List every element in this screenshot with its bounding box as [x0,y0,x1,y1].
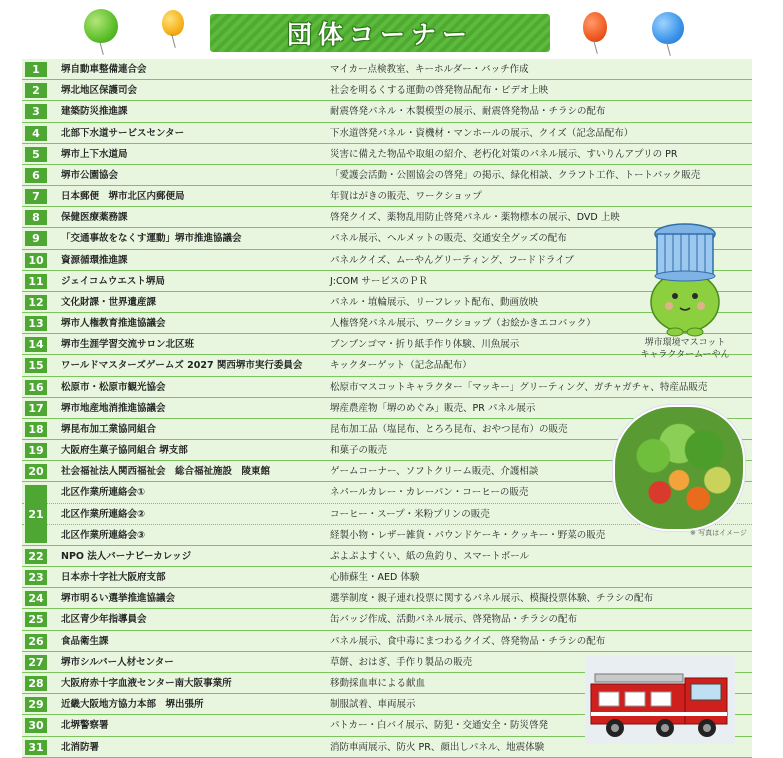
row-number: 25 [25,612,47,627]
table-row [22,631,752,652]
row-number: 20 [25,464,47,479]
organization-name: 建築防災推進課 [61,106,128,118]
table-row [22,186,752,207]
fire-truck-illustration [585,656,735,744]
table-row [22,123,752,144]
page-title: 団体コーナー [286,20,473,49]
organization-name: ワールドマスターズゲームズ 2027 関西堺市実行委員会 [61,360,303,372]
row-number: 31 [25,740,47,755]
organization-name: 北区青少年指導員会 [61,614,147,626]
row-number: 26 [25,634,47,649]
organization-name: 堺市生涯学習交流サロン北区班 [61,339,195,351]
table-row [22,59,752,80]
activity-description: マイカー点検教室、キーホルダー・バッチ作成 [330,64,529,75]
table-row [22,80,752,101]
table-row [22,101,752,122]
row-number: 23 [25,570,47,585]
activity-description: コーヒー・スープ・米粉プリンの販売 [330,508,490,520]
organization-name: 「交通事故をなくす運動」堺市推進協議会 [61,233,242,245]
activity-description: 草餅、おはぎ、手作り製品の販売 [330,656,473,668]
row-number: 14 [25,337,47,352]
activity-description: 年賀はがきの販売、ワークショップ [330,191,482,203]
activity-description: 経製小物・レザー雑貨・パウンドケーキ・クッキー・野菜の販売 [330,529,606,541]
activity-description: 選挙制度・親子連れ投票に関するパネル展示、模擬投票体験、チラシの配布 [330,593,654,605]
activity-description: 「愛護会活動・公園協会の啓発」の掲示、緑化相談、クラフト工作、トートバック販売 [330,169,701,181]
organization-name: 堺市公園協会 [61,169,119,181]
green-balloon-icon [84,9,118,43]
table-row [22,609,752,630]
activity-description: J:COM サービスのＰＲ [330,275,428,287]
activity-description: パネルクイズ、ムーやんグリーティング、フードドライブ [330,254,574,266]
table-row [22,144,752,165]
row-number: 27 [25,655,47,670]
organization-name: 近畿大阪地方協力本部 堺出張所 [61,699,204,711]
blue-balloon-icon [652,12,684,44]
organization-name: 松原市・松原市観光協会 [61,381,166,393]
row-number: 24 [25,591,47,606]
activity-description: パネル展示、食中毒にまつわるクイズ、啓発物品・チラシの配布 [330,635,606,647]
organization-name: NPO 法人バーナビーカレッジ [61,550,192,562]
activity-description: 制服試着、車両展示 [330,699,416,711]
row-number: 29 [25,697,47,712]
mascot-caption-line2: キャラクタームーやん [640,350,730,360]
organization-name: 保健医療薬務課 [61,212,128,224]
row-number: 30 [25,718,47,733]
organization-name: 堺北地区保護司会 [61,85,138,97]
row-number: 16 [25,380,47,395]
activity-description: ブンブンゴマ・折り紙手作り体験、川魚展示 [330,339,520,351]
organization-table [22,59,752,758]
organization-name: 堺市地産地消推進協議会 [61,402,166,414]
header [0,0,783,60]
mascot-caption-line1: 堺市環境マスコット [644,338,726,348]
activity-description: 昆布加工品（塩昆布、とろろ昆布、おやつ昆布）の販売 [330,423,568,435]
activity-description: ゲームコーナー、ソフトクリーム販売、介護相談 [330,466,539,478]
organization-name: 北区作業所連絡会② [61,508,146,520]
title-banner [210,14,550,52]
organization-name: 大阪府生菓子協同組合 堺支部 [61,445,188,457]
activity-description: パトカー・白バイ展示、防犯・交通安全・防災啓発 [330,720,549,732]
activity-description: 松原市マスコットキャラクター「マッキー」グリーティング、ガチャガチャ、特産品販売 [330,381,708,393]
row-number: 3 [25,104,47,119]
organization-name: 文化財課・世界遺産課 [61,296,157,308]
organization-name: 堺昆布加工業協同組合 [61,423,157,435]
activity-description: 和菓子の販売 [330,445,388,457]
activity-description: 災害に備えた物品や取組の紹介、老朽化対策のパネル展示、すいりんアプリの PR [330,148,678,160]
activity-description: 耐震啓発パネル・木製模型の展示、耐震啓発物品・チラシの配布 [330,106,606,118]
row-number: 13 [25,316,47,331]
organization-name: 堺市明るい選挙推進協議会 [61,593,176,605]
row-number: 5 [25,147,47,162]
table-row [22,377,752,398]
row-number: 17 [25,401,47,416]
activity-description: 消防車両展示、防火 PR、顔出しパネル、地震体験 [330,741,545,753]
organization-name: 日本赤十字社大阪府支部 [61,572,166,584]
activity-description: ぷよぷよすくい、紙の魚釣り、スマートボール [330,550,530,562]
mascot-caption [620,337,750,361]
activity-description: 移動採血車による献血 [330,677,426,689]
organization-name: 堺自動車整備連合会 [61,64,147,75]
row-number: 18 [25,422,47,437]
activity-description: 社会を明るくする運動の啓発物品配布・ビデオ上映 [330,85,549,97]
row-number: 8 [25,210,47,225]
organization-name: 堺市上下水道局 [61,148,128,160]
mascot-illustration [635,214,735,342]
organization-name: 食品衛生課 [61,635,109,647]
row-number: 10 [25,253,47,268]
organization-name: 堺市シルバー人材センター [61,656,174,668]
organization-name: 北堺警察署 [61,720,109,732]
vegetables-photo [613,405,745,531]
yellow-balloon-icon [162,10,184,36]
organization-name: 北区作業所連絡会① [61,487,146,499]
row-number: 11 [25,274,47,289]
activity-description: 下水道啓発パネル・資機材・マンホールの展示、クイズ（記念品配布） [330,127,634,139]
row-number: 19 [25,443,47,458]
row-number: 6 [25,168,47,183]
table-row [22,567,752,588]
organization-name: 社会福祉法人関西福祉会 総合福祉施設 陵東館 [61,466,271,478]
row-number: 7 [25,189,47,204]
photo-note: ※ 写真はイメージ [690,529,747,537]
activity-description: 缶バッジ作成、活動パネル展示、啓発物品・チラシの配布 [330,614,578,626]
row-number: 12 [25,295,47,310]
organization-name: 資源循環推進課 [61,254,128,266]
organization-name: 日本郵便 堺市北区内郵便局 [61,191,185,203]
row-number: 22 [25,549,47,564]
activity-description: 堺産農産物「堺のめぐみ」販売、PR パネル展示 [330,402,536,414]
row-number: 28 [25,676,47,691]
organization-name: 大阪府赤十字血液センター南大阪事業所 [61,677,232,689]
organization-name: 北消防署 [61,741,100,753]
row-number: 2 [25,83,47,98]
row-number: 4 [25,126,47,141]
table-row [22,525,752,546]
activity-description: パネル展示、ヘルメットの販売、交通安全グッズの配布 [330,233,567,245]
organization-name: 北区作業所連絡会③ [61,529,146,541]
activity-description: ネパールカレー・カレーパン・コーヒーの販売 [330,487,529,499]
activity-description: 啓発クイズ、薬物乱用防止啓発パネル・薬物標本の展示、DVD 上映 [330,212,620,224]
activity-description: キックターゲット（記念品配布） [330,360,472,372]
table-row [22,546,752,567]
row-number: 1 [25,62,47,77]
organization-name: 北部下水道サービスセンター [61,127,185,139]
activity-description: パネル・埴輪展示、リーフレット配布、動画放映 [330,296,539,308]
table-row [22,165,752,186]
organization-name: ジェイコムウエスト堺局 [61,275,165,287]
organization-name: 堺市人権教育推進協議会 [61,318,166,330]
row-number: 21 [25,485,47,543]
table-row [22,588,752,609]
row-number: 9 [25,231,47,246]
activity-description: 心肺蘇生・AED 体験 [330,572,420,584]
row-number: 15 [25,358,47,373]
activity-description: 人権啓発パネル展示、ワークショップ（お絵かきエコバック） [330,318,596,330]
orange-balloon-icon [583,12,607,42]
